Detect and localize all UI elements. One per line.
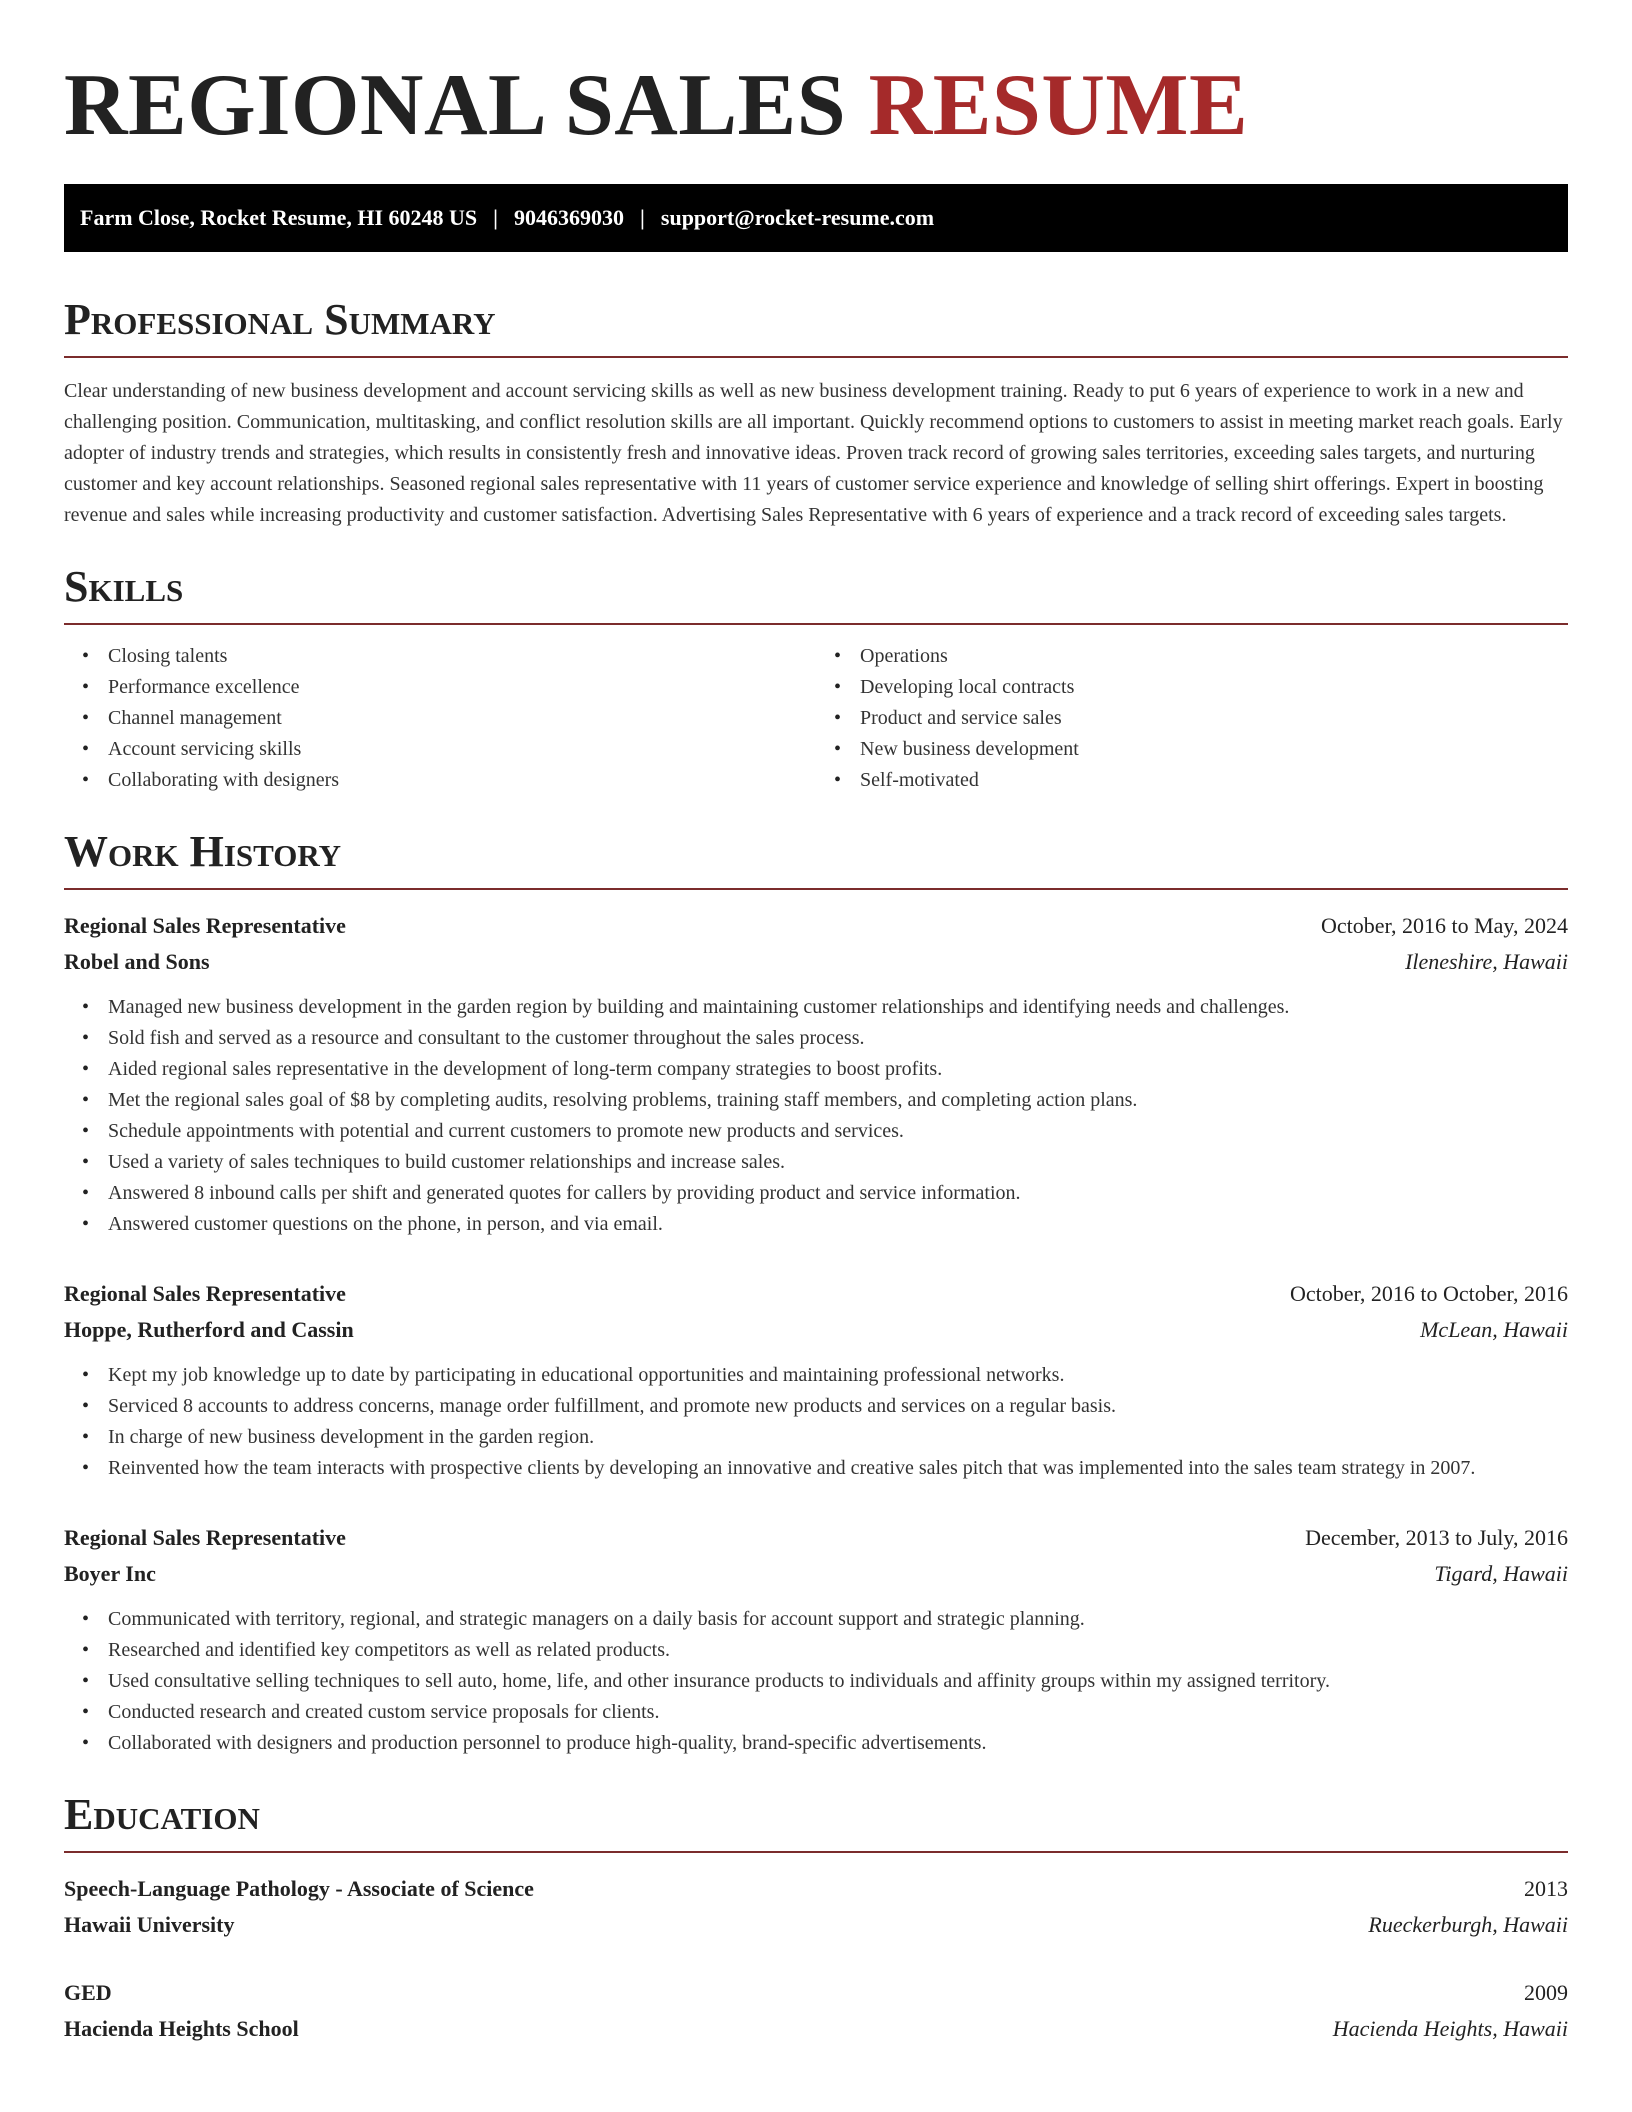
skills-heading: Skills [64, 561, 1568, 625]
job-bullet: • Kept my job knowledge up to date by participating in educational opportunities and maintaining professional networks. [108, 1360, 1568, 1391]
skill-item: • New business development [860, 734, 1568, 765]
job-bullet: • Researched and identified key competitors as well as related products. [108, 1635, 1568, 1666]
skill-item: • Self-motivated [860, 765, 1568, 796]
job-company: Boyer Inc [64, 1561, 156, 1586]
skill-item: • Account servicing skills [108, 734, 816, 765]
phone-text: 9046369030 [514, 205, 625, 230]
address-text: Farm Close, Rocket Resume, HI 60248 US [80, 205, 478, 230]
job-bullet: • Communicated with territory, regional, and strategic managers on a daily basis for account support and strategic planning. [108, 1604, 1568, 1635]
contact-separator: | [640, 205, 645, 230]
summary-section [64, 294, 1568, 531]
skill-item: • Product and service sales [860, 703, 1568, 734]
email-link[interactable]: support@rocket-resume.com [660, 205, 935, 230]
job-bullet: • Answered customer questions on the phone, in person, and via email. [108, 1209, 1568, 1240]
edu-degree: GED [64, 1980, 112, 2005]
resume-title [64, 56, 1568, 154]
job-bullet: • Aided regional sales representative in the development of long-term company strategies to boost profits. [108, 1054, 1568, 1085]
job-dates: October, 2016 to May, 2024 [1321, 913, 1568, 938]
edu-school: Hacienda Heights School [64, 2016, 299, 2041]
work-history-heading: Work History [64, 826, 1568, 890]
summary-text: Clear understanding of new business development and account servicing skills as well as new business development training. Ready to put 6 years of experience to work in a new and challenging position. Communication, multitasking, and conflict resolution skills are all important. Quickly recommend options to customers to assist in meeting market reach goals. Early adopter of industry trends and strategies, which results in consistently fresh and innovative ideas. Proven track record of growing sales territories, exceeding sales targets, and nurturing customer and key account relationships. Seasoned regional sales representative with 11 years of customer service experience and knowledge of selling shirt offerings. Expert in boosting revenue and sales while increasing productivity and customer satisfaction. Advertising Sales Representative with 6 years of experience and a track record of exceeding sales targets. [64, 380, 1563, 526]
summary-heading: Professional Summary [64, 294, 1568, 358]
job-title: Regional Sales Representative [64, 1525, 346, 1550]
skill-item: • Closing talents [108, 641, 816, 672]
job-location: McLean, Hawaii [1420, 1317, 1568, 1342]
skill-item: • Collaborating with designers [108, 765, 816, 796]
job-dates: October, 2016 to October, 2016 [1289, 1281, 1568, 1306]
job-bullet: • Answered 8 inbound calls per shift and generated quotes for callers by providing product and service information. [108, 1178, 1568, 1209]
job-bullet: • Used consultative selling techniques to sell auto, home, life, and other insurance products to individuals and affinity groups within my assigned territory. [108, 1666, 1568, 1697]
job-bullet: • Met the regional sales goal of $8 by completing audits, resolving problems, training staff members, and completing action plans. [108, 1085, 1568, 1116]
edu-year: 2009 [1524, 1980, 1568, 2005]
skills-grid [64, 641, 1568, 796]
title-main: REGIONAL SALES [64, 57, 847, 154]
job-title: Regional Sales Representative [64, 1281, 346, 1306]
edu-school: Hawaii University [64, 1912, 235, 1937]
job-company: Hoppe, Rutherford and Cassin [64, 1317, 354, 1342]
education-heading: Education [64, 1789, 1568, 1853]
job-dates: December, 2013 to July, 2016 [1305, 1525, 1568, 1550]
job-bullet: • Serviced 8 accounts to address concerns, manage order fulfillment, and promote new products and services on a regular basis. [108, 1391, 1568, 1422]
skill-item: • Operations [860, 641, 1568, 672]
contact-bar [64, 184, 1568, 252]
job-bullet: • Sold fish and served as a resource and consultant to the customer throughout the sales process. [108, 1023, 1568, 1054]
skill-item: • Developing local contracts [860, 672, 1568, 703]
job-location: Ileneshire, Hawaii [1405, 949, 1568, 974]
job-entry [64, 1276, 1568, 1484]
job-bullet: • Collaborated with designers and production personnel to produce high-quality, brand-specific advertisements. [108, 1728, 1568, 1759]
job-bullet: • Reinvented how the team interacts with prospective clients by developing an innovative and creative sales pitch that was implemented into the sales team strategy in 2007. [108, 1453, 1568, 1484]
skills-column-right [816, 641, 1568, 796]
job-bullet: • Managed new business development in the garden region by building and maintaining customer relationships and identifying needs and challenges. [108, 992, 1568, 1023]
edu-year: 2013 [1524, 1876, 1568, 1901]
job-bullet: • In charge of new business development in the garden region. [108, 1422, 1568, 1453]
job-title: Regional Sales Representative [64, 913, 346, 938]
edu-location: Rueckerburgh, Hawaii [1368, 1912, 1568, 1937]
edu-location: Hacienda Heights, Hawaii [1332, 2016, 1568, 2041]
title-accent: RESUME [868, 57, 1249, 154]
job-bullet: • Used a variety of sales techniques to build customer relationships and increase sales. [108, 1147, 1568, 1178]
skills-column-left [64, 641, 816, 796]
education-section [64, 1789, 1568, 2047]
job-entry [64, 1520, 1568, 1759]
education-entry [64, 1975, 1568, 2047]
job-entry [64, 908, 1568, 1240]
job-bullet: • Schedule appointments with potential and current customers to promote new products and services. [108, 1116, 1568, 1147]
work-history-section [64, 826, 1568, 1759]
job-company: Robel and Sons [64, 949, 210, 974]
job-location: Tigard, Hawaii [1434, 1561, 1568, 1586]
job-bullet: • Conducted research and created custom service proposals for clients. [108, 1697, 1568, 1728]
skills-section [64, 561, 1568, 796]
skill-item: • Channel management [108, 703, 816, 734]
education-entry [64, 1871, 1568, 1943]
edu-degree: Speech-Language Pathology - Associate of Science [64, 1876, 534, 1901]
contact-separator: | [493, 205, 499, 230]
skill-item: • Performance excellence [108, 672, 816, 703]
